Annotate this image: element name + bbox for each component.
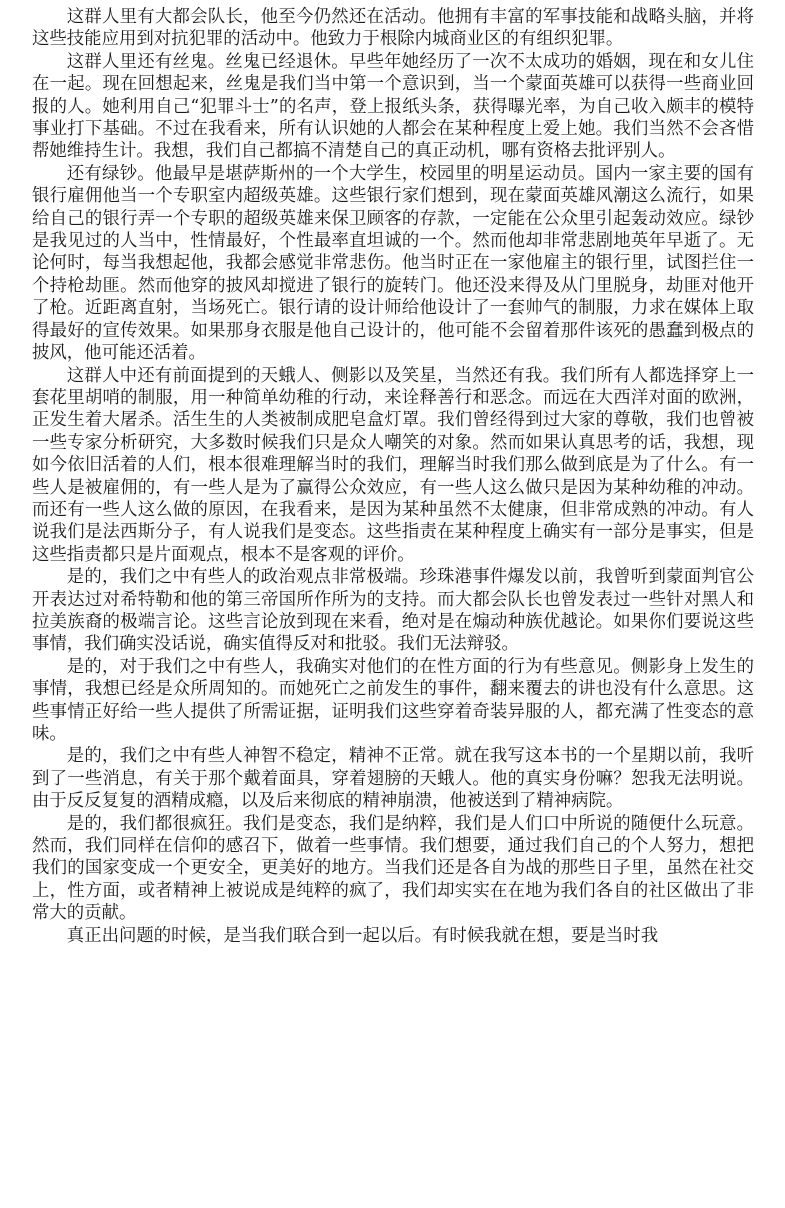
paragraph-metropolis-captain: 这群人里有大都会队长，他至今仍然还在活动。他拥有丰富的军事技能和战略头脑，并将这些技能应用到对抗犯罪的活动中。他致力于根除内城商业区的有组织犯罪。: [32, 7, 754, 50]
paragraph-silk-specter: 这群人里还有丝鬼。丝鬼已经退休。早些年她经历了一次不太成功的婚姻，现在和女儿住在一起。现在回想起来，丝鬼是我们当中第一个意识到，当一个蒙面英雄可以获得一些商业回报的人。她利用自己“犯罪斗士”的名声，登上报纸头条，获得曝光率，为自己收入颇丰的模特事业打下基础。不过在我看来，所有认识她的人都会在某种程度上爱上她。我们当然不会吝惜帮她维持生计。我想，我们自己都搞不清楚自己的真正动机，哪有资格去批评别人。: [32, 51, 754, 162]
paragraph-real-problem: 真正出问题的时候，是当我们联合到一起以后。有时候我就在想，要是当时我: [66, 925, 659, 946]
paragraph-political-views: 是的，我们之中有些人的政治观点非常极端。珍珠港事件爆发以前，我曾听到蒙面判官公开表达过对希特勒和他的第三帝国所作所为的支持。而大都会队长也曾发表过一些针对黑人和拉美族裔的极端言论。这些言论放到现在来看，绝对是在煽动种族优越论。如果你们要说这些事情，我们确实没话说，确实值得反对和批驳。我们无法辩驳。: [32, 567, 754, 655]
paragraph-sexual-behavior: 是的，对于我们之中有些人，我确实对他们的在性方面的行为有些意见。侧影身上发生的事情，我想已经是众所周知的。而她死亡之前发生的事件，翻来覆去的讲也没有什么意思。这些事情正好给一些人提供了所需证据，证明我们这些穿着奇装异服的人，都充满了性变态的意味。: [32, 656, 754, 744]
paragraph-dollar-bill: 还有绿钞。他最早是堪萨斯州的一个大学生，校园里的明星运动员。国内一家主要的国有银行雇佣他当一个专职室内超级英雄。这些银行家们想到，现在蒙面英雄风潮这么流行，如果给自己的银行弄一个专职的超级英雄来保卫顾客的存款，一定能在公众里引起轰动效应。绿钞是我见过的人当中，性情最好，个性最率直坦诚的一个。然而他却非常悲剧地英年早逝了。无论何时，每当我想起他，我都会感觉非常悲伤。他当时正在一家他雇主的银行里，试图拦住一个持枪劫匪。然而他穿的披风却搅进了银行的旋转门。他还没来得及从门里脱身，劫匪对他开了枪。近距离直射，当场死亡。银行请的设计师给他设计了一套帅气的制服，力求在媒体上取得最好的宣传效果。如果那身衣服是他自己设计的，他可能不会留着那件该死的愚蠢到极点的披风，他可能还活着。: [32, 163, 754, 364]
paragraph-we-are-crazy: 是的，我们都很疯狂。我们是变态，我们是纳粹，我们是人们口中所说的随便什么玩意。然而，我们同样在信仰的感召下，做着一些事情。我们想要，通过我们自己的个人努力，想把我们的国家变成一个更安全，更美好的地方。当我们还是各自为战的那些日子里，虽然在社交上，性方面，或者精神上被说成是纯粹的疯了，我们却实实在在地为我们各自的社区做出了非常大的贡献。: [32, 813, 754, 924]
paragraph-mental-instability: 是的，我们之中有些人神智不稳定，精神不正常。就在我写这本书的一个星期以前，我听到了一些消息，有关于那个戴着面具，穿着翅膀的天蛾人。他的真实身份嘛？恕我无法明说。由于反反复复的酒精成瘾，以及后来彻底的精神崩溃，他被送到了精神病院。: [32, 746, 754, 812]
paragraph-group-members: 这群人中还有前面提到的天蛾人、侧影以及笑星，当然还有我。我们所有人都选择穿上一套花里胡哨的制服，用一种简单幼稚的行动，来诠释善行和恶念。而远在大西洋对面的欧洲，正发生着大屠杀。活生生的人类被制成肥皂盒灯罩。我们曾经得到过大家的尊敬，我们也曾被一些专家分析研究，大多数时候我们只是众人嘲笑的对象。然而如果认真思考的话，我想，现如今依旧活着的人们，根本很难理解当时的我们，理解当时我们那么做到底是为了什么。有一些人是被雇佣的，有一些人是为了赢得公众效应，有一些人这么做只是因为某种幼稚的冲动。而还有一些人这么做的原因，在我看来，是因为某种虽然不太健康，但非常成熟的冲动。有人说我们是法西斯分子，有人说我们是变态。这些指责在某种程度上确实有一部分是事实，但是这些指责都只是片面观点，根本不是客观的评价。: [32, 365, 754, 565]
document-page: [32, 6, 754, 1202]
